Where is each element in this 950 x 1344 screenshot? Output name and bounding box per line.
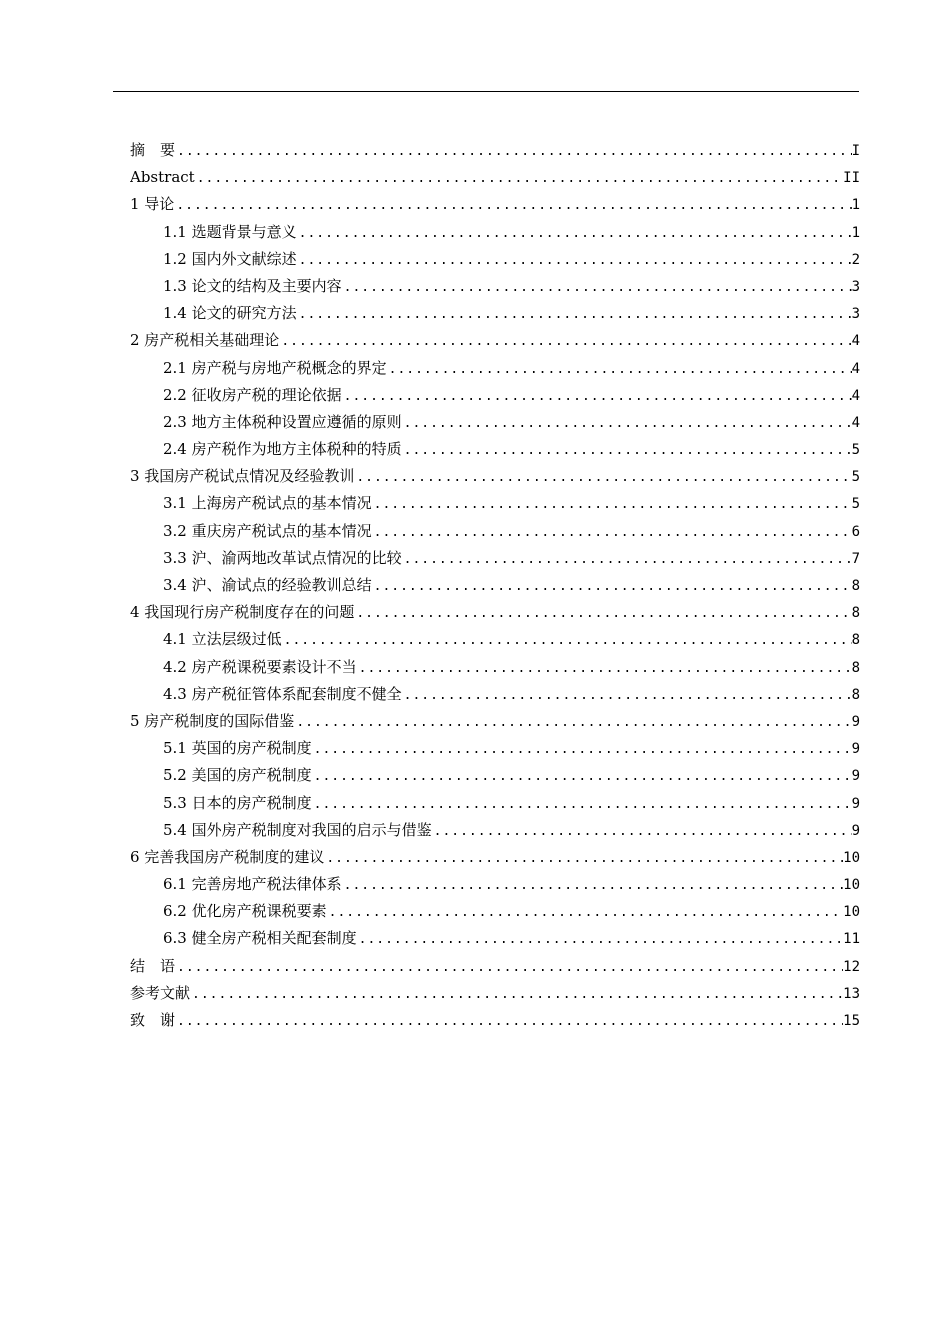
toc-entry-title: 1.3 论文的结构及主要内容 (163, 276, 342, 295)
toc-entry-page: 5 (851, 469, 860, 486)
toc-entry[interactable] (130, 980, 860, 1007)
toc-entry-page: 5 (851, 442, 860, 459)
toc-entry[interactable] (130, 246, 860, 273)
toc-entry[interactable] (130, 1007, 860, 1034)
toc-dot-leader (432, 818, 852, 844)
toc-entry-title: 2.3 地方主体税种设置应遵循的原则 (163, 412, 402, 431)
toc-dot-leader (324, 845, 843, 871)
toc-entry[interactable] (130, 898, 860, 925)
toc-entry[interactable] (130, 871, 860, 898)
toc-entry-page: 15 (843, 1013, 860, 1029)
toc-entry[interactable] (130, 490, 860, 517)
toc-entry-title: 5.1 英国的房产税制度 (163, 739, 312, 758)
toc-entry-title: 4.3 房产税征管体系配套制度不健全 (163, 684, 402, 703)
toc-dot-leader (174, 192, 851, 218)
toc-entry-title: 1.4 论文的研究方法 (163, 304, 297, 323)
toc-dot-leader (294, 709, 851, 735)
toc-entry-title: 3.3 沪、渝两地改革试点情况的比较 (163, 548, 402, 567)
toc-entry-title: 1 导论 (130, 195, 175, 214)
toc-dot-leader (327, 899, 844, 925)
toc-entry-page: 3 (851, 306, 860, 323)
toc-entry[interactable] (130, 844, 860, 871)
toc-entry[interactable] (130, 273, 860, 300)
toc-dot-leader (312, 791, 852, 817)
toc-dot-leader (190, 981, 843, 1007)
toc-entry-title: 5.2 美国的房产税制度 (163, 766, 312, 785)
toc-entry[interactable] (130, 191, 860, 218)
toc-dot-leader (402, 437, 852, 463)
toc-entry-title: 4.1 立法层级过低 (163, 630, 282, 649)
toc-entry-title: 1.1 选题背景与意义 (163, 222, 297, 241)
toc-entry-page: 1 (851, 197, 860, 214)
toc-entry[interactable] (130, 572, 860, 599)
toc-dot-leader (279, 328, 851, 354)
toc-entry-title: 参考文献 (130, 983, 191, 1002)
toc-dot-leader (175, 1008, 843, 1034)
toc-entry-page: 7 (851, 550, 860, 567)
toc-entry[interactable] (130, 953, 860, 980)
toc-dot-leader (297, 247, 852, 273)
toc-entry-title: 3.1 上海房产税试点的基本情况 (163, 494, 372, 513)
toc-entry-page: 8 (851, 605, 860, 622)
toc-entry-page: 9 (851, 822, 860, 839)
toc-entry-title: 4.2 房产税课税要素设计不当 (163, 657, 357, 676)
toc-entry[interactable] (130, 654, 860, 681)
toc-entry-page: 10 (843, 877, 860, 894)
toc-dot-leader (282, 627, 852, 653)
toc-entry[interactable] (130, 219, 860, 246)
toc-entry[interactable] (130, 463, 860, 490)
toc-entry[interactable] (130, 708, 860, 735)
toc-entry-title: 6.3 健全房产税相关配套制度 (163, 929, 357, 948)
toc-entry-title: 2.4 房产税作为地方主体税种的特质 (163, 440, 402, 459)
toc-entry-page: 8 (851, 632, 860, 649)
toc-entry[interactable] (130, 599, 860, 626)
toc-dot-leader (342, 383, 852, 409)
toc-entry-page: 3 (851, 278, 860, 295)
toc-entry-page: 8 (851, 686, 860, 703)
toc-dot-leader (354, 600, 851, 626)
toc-dot-leader (357, 655, 852, 681)
toc-dot-leader (372, 519, 852, 545)
toc-entry-page: 4 (851, 333, 860, 350)
toc-entry-title: 2 房产税相关基础理论 (130, 331, 280, 350)
toc-entry[interactable] (130, 164, 860, 191)
toc-entry[interactable] (130, 626, 860, 653)
toc-dot-leader (354, 464, 851, 490)
toc-entry[interactable] (130, 925, 860, 952)
table-of-contents (130, 137, 860, 1034)
toc-dot-leader (175, 138, 852, 164)
toc-entry[interactable] (130, 817, 860, 844)
toc-entry-page: II (843, 170, 860, 187)
toc-entry-title: 3 我国房产税试点情况及经验教训 (130, 467, 355, 486)
toc-entry-page: 13 (843, 985, 860, 1002)
toc-entry-page: I (851, 143, 860, 159)
toc-entry[interactable] (130, 545, 860, 572)
toc-entry-title: 5.4 国外房产税制度对我国的启示与借鉴 (163, 820, 432, 839)
toc-entry[interactable] (130, 137, 860, 164)
toc-entry[interactable] (130, 790, 860, 817)
toc-dot-leader (175, 954, 843, 980)
toc-dot-leader (357, 926, 844, 952)
toc-entry-page: 9 (851, 713, 860, 730)
toc-dot-leader (312, 763, 852, 789)
toc-entry-title: 1.2 国内外文献综述 (163, 249, 297, 268)
toc-entry[interactable] (130, 355, 860, 382)
toc-entry-title: 5 房产税制度的国际借鉴 (130, 711, 295, 730)
toc-dot-leader (195, 165, 843, 191)
toc-entry[interactable] (130, 762, 860, 789)
toc-entry-page: 9 (851, 768, 860, 785)
toc-entry-title: 6 完善我国房产税制度的建议 (130, 847, 325, 866)
toc-entry-page: 6 (851, 523, 860, 540)
toc-dot-leader (372, 491, 852, 517)
toc-entry-title: 2.1 房产税与房地产税概念的界定 (163, 358, 387, 377)
toc-entry-page: 2 (851, 251, 860, 268)
toc-entry-page: 1 (851, 224, 860, 241)
toc-entry-title: 3.4 沪、渝试点的经验教训总结 (163, 576, 372, 594)
toc-dot-leader (297, 220, 852, 246)
toc-entry[interactable] (130, 436, 860, 463)
toc-entry-title: 致 谢 (130, 1011, 176, 1029)
toc-entry-title: 6.1 完善房地产税法律体系 (163, 875, 342, 894)
toc-entry[interactable] (130, 735, 860, 762)
toc-entry-title: 3.2 重庆房产税试点的基本情况 (163, 521, 372, 540)
toc-entry[interactable] (130, 518, 860, 545)
toc-entry-page: 4 (851, 414, 860, 431)
toc-entry-page: 10 (843, 849, 860, 866)
toc-entry[interactable] (130, 409, 860, 436)
toc-entry-page: 8 (851, 578, 860, 594)
toc-entry-page: 4 (851, 360, 860, 377)
toc-entry-page: 11 (843, 931, 860, 948)
toc-entry-title: 2.2 征收房产税的理论依据 (163, 385, 342, 404)
toc-entry-title: 摘 要 (130, 141, 176, 159)
toc-entry[interactable] (130, 681, 860, 708)
toc-entry-page: 9 (851, 741, 860, 758)
toc-entry-page: 4 (851, 387, 860, 404)
toc-entry-page: 9 (851, 795, 860, 812)
toc-entry-title: 6.2 优化房产税课税要素 (163, 902, 327, 921)
toc-dot-leader (342, 872, 844, 898)
toc-dot-leader (402, 546, 852, 572)
toc-dot-leader (372, 573, 852, 599)
toc-entry[interactable] (130, 382, 860, 409)
toc-entry-title: Abstract (130, 168, 195, 187)
toc-entry-title: 5.3 日本的房产税制度 (163, 793, 312, 812)
header-rule (113, 91, 859, 92)
toc-entry-page: 8 (851, 659, 860, 676)
toc-dot-leader (312, 736, 852, 762)
toc-dot-leader (387, 356, 852, 382)
toc-dot-leader (342, 274, 852, 300)
toc-dot-leader (297, 301, 852, 327)
toc-entry-page: 5 (851, 496, 860, 513)
toc-entry[interactable] (130, 300, 860, 327)
toc-entry-page: 12 (843, 958, 860, 975)
toc-entry[interactable] (130, 327, 860, 354)
toc-dot-leader (402, 682, 852, 708)
toc-entry-title: 结 语 (130, 956, 176, 975)
toc-dot-leader (402, 410, 852, 436)
toc-entry-page: 10 (843, 904, 860, 921)
toc-entry-title: 4 我国现行房产税制度存在的问题 (130, 603, 355, 622)
